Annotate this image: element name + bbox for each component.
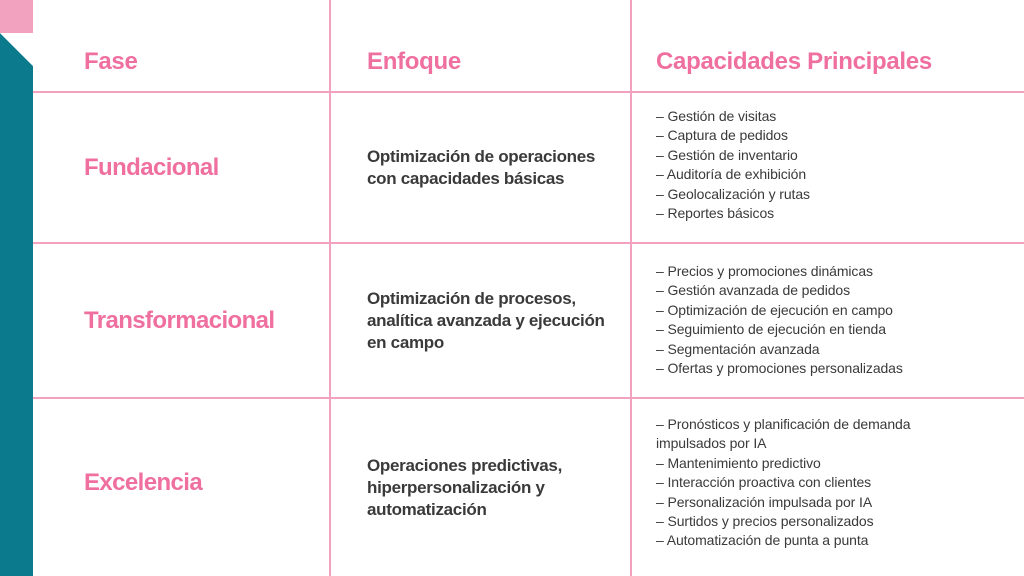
capacidad-item: – Seguimiento de ejecución en tienda [656, 321, 886, 338]
pink-corner-square [0, 0, 33, 33]
fase-transformacional [84, 244, 274, 397]
capacidad-item: – Auditoría de exhibición [656, 166, 807, 183]
column-divider-2 [630, 0, 632, 576]
capacidad-item: – Surtidos y precios personalizados [656, 513, 874, 530]
capacidad-item: – Captura de pedidos [656, 127, 788, 144]
column-divider-1 [329, 0, 331, 576]
header-enfoque: Enfoque [367, 48, 461, 75]
capacidad-item: – Gestión avanzada de pedidos [656, 282, 851, 299]
capacidades-transformacional [656, 262, 1016, 378]
enfoque-excelencia [367, 399, 622, 576]
header-capacidades: Capacidades Principales [656, 48, 932, 75]
fase-excelencia [84, 399, 202, 567]
enfoque-text: Optimización de operaciones con capacidades básicas [367, 146, 596, 188]
capacidad-item: – Automatización de punta a punta [656, 532, 869, 549]
capacidad-item: – Segmentación avanzada [656, 340, 820, 357]
fase-label: Fundacional [84, 153, 219, 181]
capacidades-fundacional [656, 107, 1016, 223]
capacidad-item: – Geolocalización y rutas [656, 185, 810, 202]
capacidad-item: – Personalización impulsada por IA [656, 493, 873, 510]
capacidad-item: – Optimización de ejecución en campo [656, 301, 893, 318]
header-fase: Fase [84, 48, 138, 75]
capacidad-item: – Gestión de inventario [656, 146, 798, 163]
enfoque-text: Operaciones predictivas, hiperpersonalización y automatización [367, 455, 562, 519]
teal-side-bar [0, 0, 33, 576]
capacidad-item: – Precios y promociones dinámicas [656, 263, 873, 279]
capacidad-item: – Pronósticos y planificación de demanda impulsados por IA [656, 416, 911, 452]
enfoque-text: Optimización de procesos, analítica avanzada y ejecución en campo [367, 288, 605, 352]
fase-label: Excelencia [84, 469, 203, 496]
fase-fundacional [84, 93, 219, 242]
capacidades-excelencia [656, 415, 956, 551]
enfoque-fundacional [367, 93, 622, 242]
fase-label: Transformacional [84, 306, 275, 334]
capacidad-item: – Mantenimiento predictivo [656, 454, 821, 471]
capacidad-item: – Interacción proactiva con clientes [656, 474, 872, 491]
capacidad-item: – Reportes básicos [656, 205, 775, 222]
capacidad-item: – Ofertas y promociones personalizadas [656, 360, 903, 377]
enfoque-transformacional [367, 244, 622, 397]
capacidad-item: – Gestión de visitas [656, 108, 777, 124]
